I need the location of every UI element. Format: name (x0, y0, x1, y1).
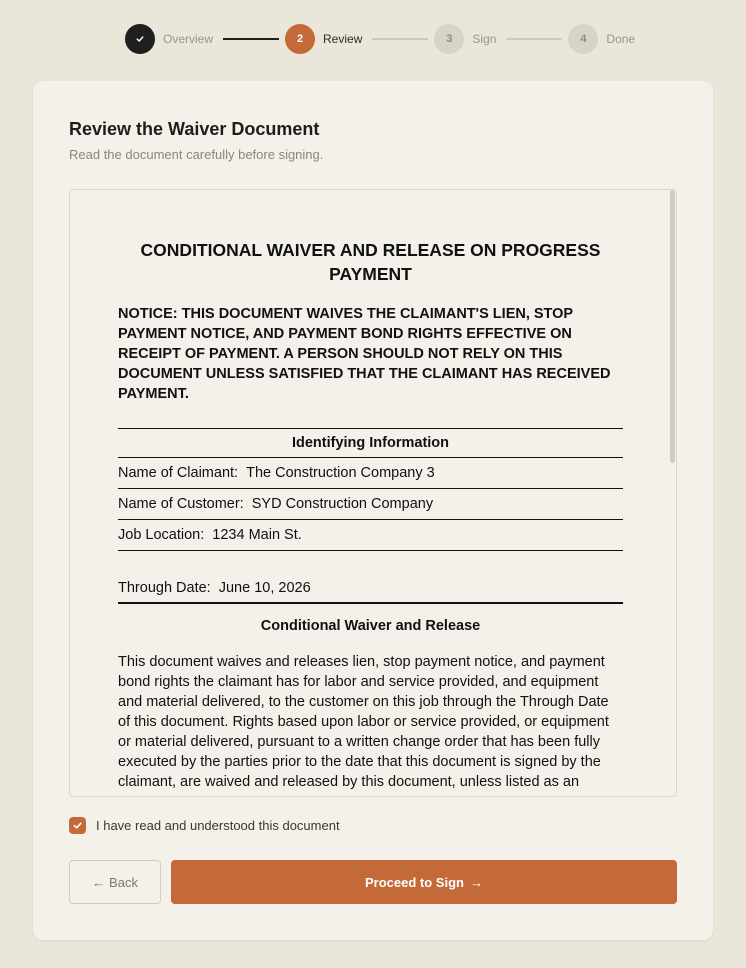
acknowledgement-checkbox-row[interactable] (69, 817, 340, 834)
step-4-indicator: 4 (568, 24, 598, 54)
progress-stepper (125, 24, 635, 54)
step-1-indicator (125, 24, 155, 54)
page-break (666, 552, 677, 590)
back-button-label: Back (109, 874, 138, 890)
step-1-label: Overview (163, 32, 214, 46)
claimant-row (118, 458, 623, 489)
field-label: Job Location: (118, 527, 205, 543)
document-title: CONDITIONAL WAIVER AND RELEASE ON PROGRESS PAYMENT (140, 240, 601, 284)
through-date: June 10, 2026 (218, 580, 311, 596)
acknowledgement-label: I have read and understood this document (96, 818, 340, 833)
page-subtitle: Read the document carefully before signing. (69, 147, 324, 162)
identifying-information-section (118, 428, 623, 551)
step-connector (372, 38, 428, 40)
identifying-information-header: Identifying Information (118, 429, 623, 458)
through-date-row (118, 573, 623, 604)
waiver-document (118, 238, 623, 792)
step-3-indicator: 3 (434, 24, 464, 54)
step-connector (506, 38, 562, 40)
document-scroll-area[interactable] (70, 190, 668, 796)
step-4-label: Done (606, 32, 636, 46)
document-notice: NOTICE: THIS DOCUMENT WAIVES THE CLAIMANT'S LIEN, STOP PAYMENT NOTICE, AND PAYMENT BOND RIGHTS EFFECTIVE ON RECEIPT OF PAYMENT. A PERSON SHOULD NOT RELY ON THIS DOCUMENT UNLESS SATISFIED THAT THE CLAIMANT HAS RECEIVED PAYMENT. (118, 306, 611, 402)
job-location: 1234 Main St. (212, 527, 302, 543)
field-label: Name of Claimant: (118, 465, 239, 481)
document-scrollbar[interactable] (668, 190, 676, 796)
back-button[interactable] (69, 860, 161, 904)
scrollbar-thumb[interactable] (670, 190, 675, 463)
claimant-name: The Construction Company 3 (246, 465, 435, 481)
checkmark-icon (72, 820, 83, 831)
review-card (33, 81, 713, 940)
customer-row (118, 489, 623, 520)
step-2-label: Review (323, 32, 363, 46)
step-3-label: Sign (472, 32, 497, 46)
arrow-right-icon: → (469, 874, 483, 890)
field-label: Name of Customer: (118, 496, 244, 512)
acknowledgement-checkbox[interactable] (69, 817, 86, 834)
step-connector (223, 38, 279, 40)
waiver-body-text: This document waives and releases lien, stop payment notice, and payment bond rights the claimant has for labor and service provided, and equipment and material delivered, to the customer on this job through the Through Date of this document. Rights based upon labor or service provided, or equipment or material delivered, pursuant to a written change order that has been fully executed by the parties prior to the date that this document is signed by the claimant, are waived and released by this document, unless listed as an (118, 654, 609, 790)
step-2-indicator: 2 (285, 24, 315, 54)
checkmark-icon (135, 34, 145, 44)
page-title: Review the Waiver Document (69, 119, 320, 139)
waiver-section-heading: Conditional Waiver and Release (260, 618, 481, 634)
customer-name: SYD Construction Company (251, 496, 434, 512)
arrow-left-icon: ← (92, 874, 106, 890)
proceed-to-sign-button[interactable] (171, 860, 677, 904)
document-viewer[interactable] (69, 189, 677, 797)
proceed-button-label: Proceed to Sign (365, 874, 464, 890)
job-location-row (118, 520, 623, 551)
field-label: Through Date: (118, 580, 211, 596)
